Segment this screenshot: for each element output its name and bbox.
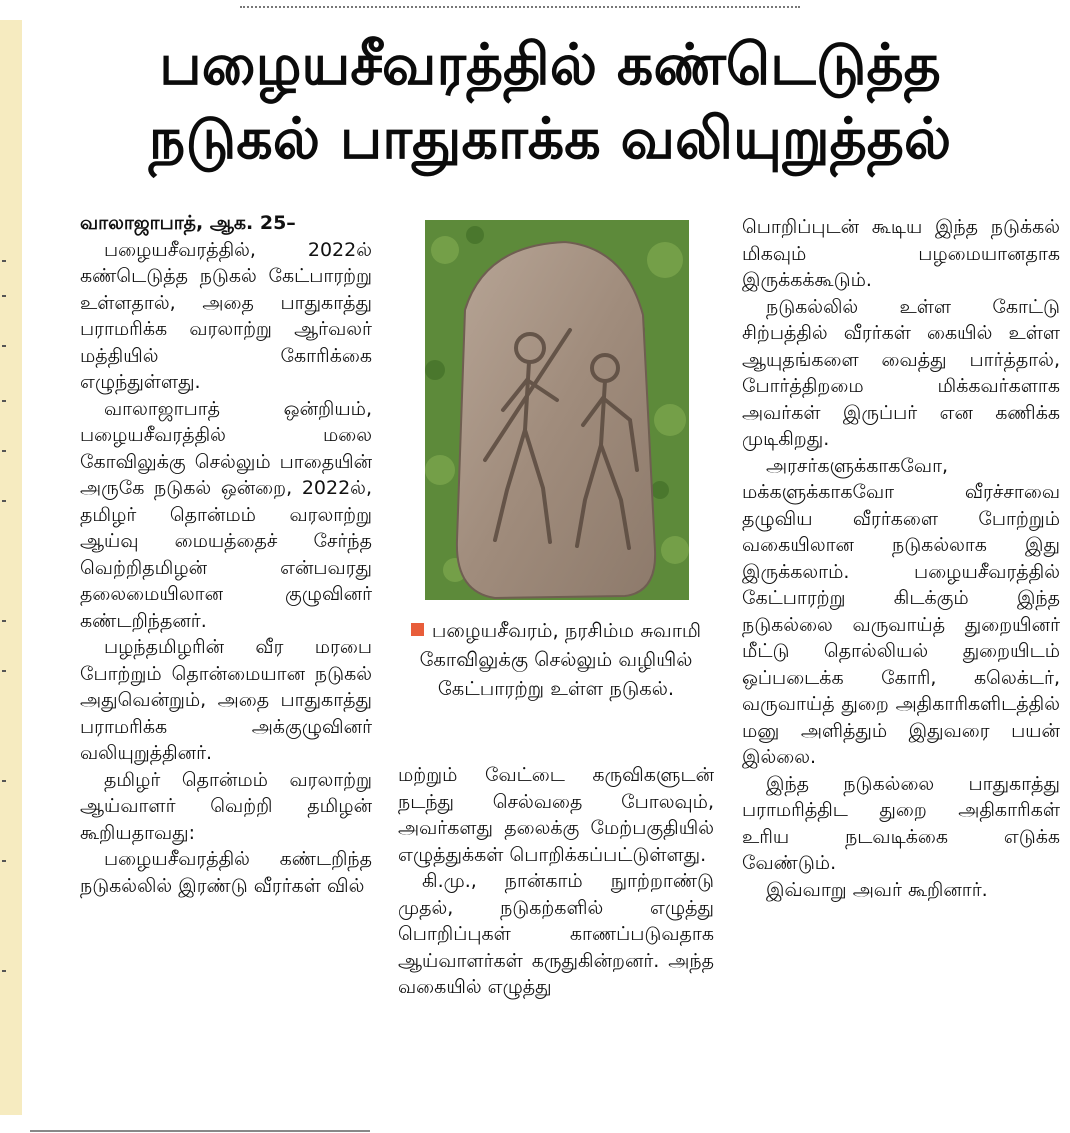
article-column-2 [398,762,714,1001]
paragraph: தமிழர் தொன்மம் வரலாற்று ஆய்வாளர் வெற்றி தமிழன் கூறியதாவது: [80,768,372,844]
margin-marks [0,20,10,1115]
clipped-previous-text [240,0,800,8]
headline-line-1: பழையசீவரத்தில் கண்டெடுத்த [159,32,941,98]
paragraph: பொறிப்புடன் கூடிய இந்த நடுக்கல் மிகவும் பழமையானதாக இருக்கக்கூடும். [742,216,1060,291]
paragraph: இவ்வாறு அவர் கூறினார். [766,878,988,901]
bottom-rule [30,1130,370,1132]
caption-text: பழையசீவரம், நரசிம்ம சுவாமி கோவிலுக்கு செல்லும் வழியில் கேட்பாரற்று உள்ள நடுகல். [419,619,702,700]
paragraph: வாலாஜாபாத் ஒன்றியம், பழையசீவரத்தில் மலை கோவிலுக்கு செல்லும் பாதையின் அருகே நடுகல் ஒன்றை, 2022ல், தமிழர் தொன்மம் வரலாற்று ஆய்வு மையத்தைச் சேர்ந்த வெற்றிதமிழன் என்பவரது தலைமையிலான குழுவினர் கண்டறிந்தனர். [80,397,372,632]
paragraph: பழந்தமிழரின் வீர மரபை போற்றும் தொன்மையான நடுகல் அதுவென்றும், அதை பாதுகாத்து பராமரிக்க அக்குழுவினர் வலியுறுத்தினர். [80,636,372,764]
paragraph: பழையசீவரத்தில் கண்டறிந்த நடுகல்லில் இரண்டு வீரர்கள் வில் [80,848,372,897]
hero-stone-photo [425,220,689,600]
paragraph: இந்த நடுகல்லை பாதுகாத்து பராமரித்திட துறை அதிகாரிகள் உரிய நடவடிக்கை எடுக்க வேண்டும். [742,772,1060,874]
paragraph: நடுகல்லில் உள்ள கோட்டு சிற்பத்தில் வீரர்கள் கையில் உள்ள ஆயுதங்களை வைத்து பார்த்தால், போர்த்திறமை மிக்கவர்களாக அவர்கள் இருப்பர் என கணிக்க முடிகிறது. [742,295,1060,450]
article-column-1 [80,210,372,899]
dateline: வாலாஜாபாத், ஆக. 25– [80,212,296,234]
paragraph: அரசர்களுக்காகவோ, மக்களுக்காகவோ வீரச்சாவை தழுவிய வீரர்களை போற்றும் வகையிலான நடுகல்லாக இது இருக்கலாம். பழையசீவரத்தில் கேட்பாரற்று கிடக்கும் இந்த நடுகல்லை வருவாய்த் துறையினர் மீட்டு தொல்லியல் துறையிடம் ஒப்படைக்க கோரி, கலெக்டர், வருவாய்த் துறை அதிகாரிகளிடத்தில் மனு அளித்தும் இதுவரை பயன் இல்லை. [742,454,1060,768]
headline [30,28,1070,176]
article-column-3 [742,214,1060,903]
headline-line-2: நடுகல் பாதுகாக்க வலியுறுத்தல் [148,106,952,172]
paragraph: கி.மு., நான்காம் நுாற்றாண்டு முதல், நடுகற்களில் எழுத்து பொறிப்புகள் காணப்படுவதாக ஆய்வாளர்கள் கருதுகின்றனர். அந்த வகையில் எழுத்து [398,870,714,998]
paragraph: பழையசீவரத்தில், 2022ல் கண்டெடுத்த நடுகல் கேட்பாரற்று உள்ளதால், அதை பாதுகாத்து பராமரிக்க வரலாற்று ஆர்வலர் மத்தியில் கோரிக்கை எழுந்துள்ளது. [80,238,372,393]
photo-caption [398,616,714,703]
paragraph: மற்றும் வேட்டை கருவிகளுடன் நடந்து செல்வதை போலவும், அவர்களது தலைக்கு மேற்பகுதியில் எழுத்துக்கள் பொறிக்கப்பட்டுள்ளது. [398,764,714,866]
caption-marker-icon [411,623,424,636]
